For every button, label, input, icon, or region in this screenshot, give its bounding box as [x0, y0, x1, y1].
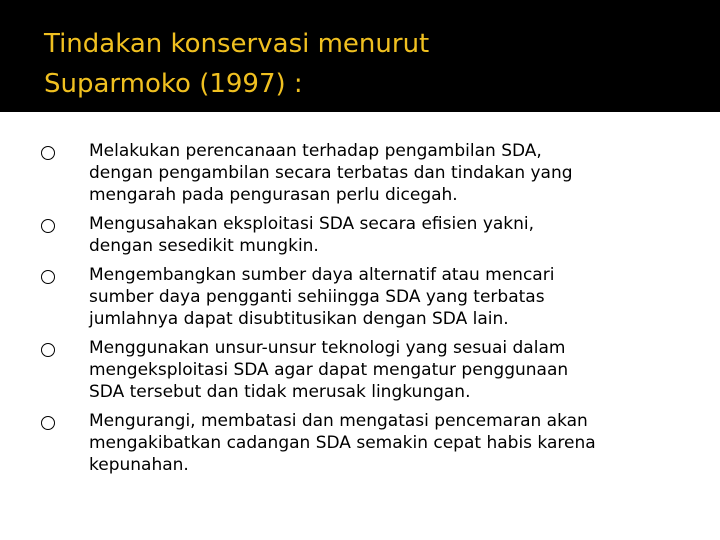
- bullet-text-line: dengan pengambilan secara terbatas dan tindakan yang: [89, 163, 573, 183]
- hollow-circle-bullet-icon: [41, 416, 55, 430]
- bullet-text: [89, 213, 689, 257]
- bullet-text-line: kepunahan.: [89, 455, 189, 475]
- bullet-item: [0, 264, 720, 330]
- hollow-circle-bullet-icon: [41, 219, 55, 233]
- bullet-item: [0, 213, 720, 257]
- hollow-circle-bullet-icon: [41, 343, 55, 357]
- bullet-text-line: SDA tersebut dan tidak merusak lingkungan.: [89, 382, 471, 402]
- bullet-text-line: mengarah pada pengurasan perlu dicegah.: [89, 185, 458, 205]
- title-bar: [0, 0, 720, 112]
- bullet-text: [89, 337, 689, 403]
- bullet-text: [89, 410, 689, 476]
- bullet-text-line: sumber daya pengganti sehiingga SDA yang terbatas: [89, 287, 545, 307]
- bullet-text-line: Menggunakan unsur-unsur teknologi yang sesuai dalam: [89, 338, 566, 358]
- bullet-text-line: mengeksploitasi SDA agar dapat mengatur penggunaan: [89, 360, 569, 380]
- bullet-item: [0, 410, 720, 476]
- hollow-circle-bullet-icon: [41, 270, 55, 284]
- slide-title: [44, 24, 684, 104]
- bullet-list: [0, 140, 720, 483]
- bullet-text-line: Melakukan perencanaan terhadap pengambilan SDA,: [89, 141, 542, 161]
- bullet-text: [89, 140, 689, 206]
- bullet-text: [89, 264, 689, 330]
- hollow-circle-bullet-icon: [41, 146, 55, 160]
- slide-title-line: Tindakan konservasi menurut: [44, 29, 430, 59]
- bullet-text-line: Mengurangi, membatasi dan mengatasi pencemaran akan: [89, 411, 588, 431]
- bullet-text-line: Mengusahakan eksploitasi SDA secara efisien yakni,: [89, 214, 535, 234]
- bullet-text-line: jumlahnya dapat disubtitusikan dengan SDA lain.: [89, 309, 509, 329]
- bullet-text-line: Mengembangkan sumber daya alternatif atau mencari: [89, 265, 555, 285]
- bullet-text-line: dengan sesedikit mungkin.: [89, 236, 319, 256]
- bullet-item: [0, 140, 720, 206]
- bullet-item: [0, 337, 720, 403]
- slide-title-line: Suparmoko (1997) :: [44, 69, 303, 99]
- bullet-text-line: mengakibatkan cadangan SDA semakin cepat habis karena: [89, 433, 596, 453]
